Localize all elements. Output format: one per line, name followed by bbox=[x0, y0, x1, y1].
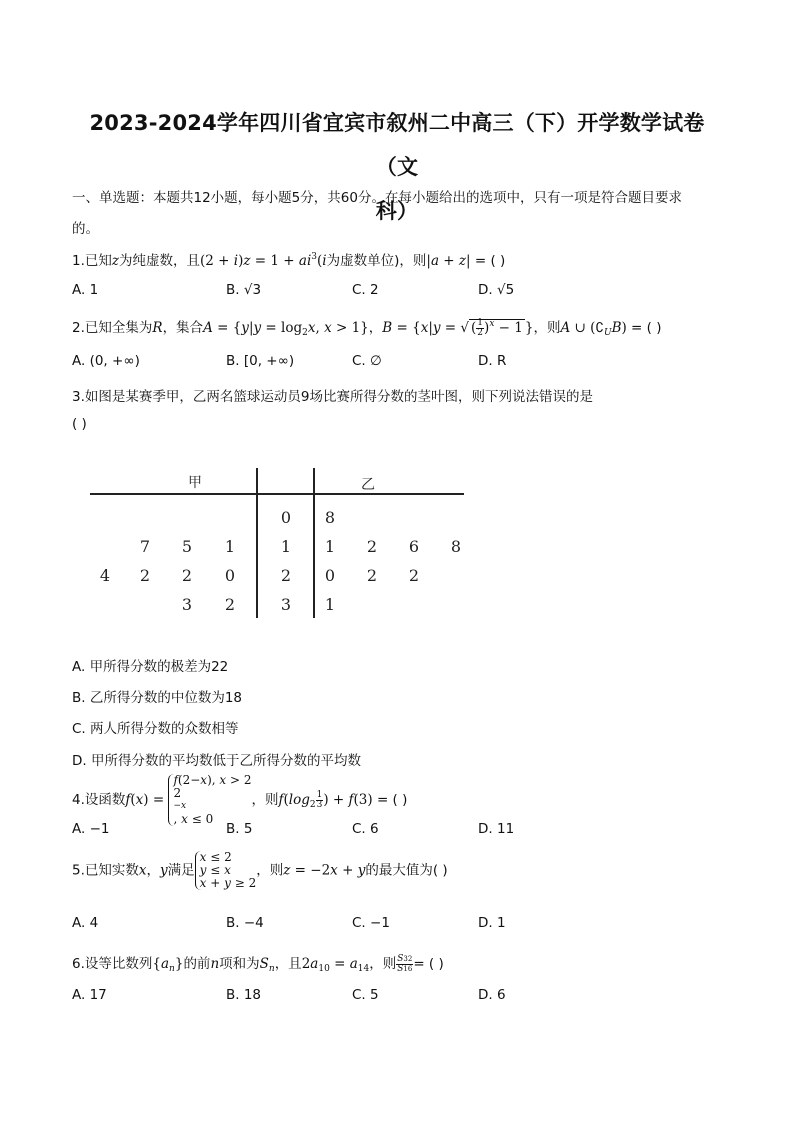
question-2-option-d[interactable]: D. R bbox=[478, 353, 507, 369]
plot-leaf-right: 6 bbox=[408, 537, 420, 556]
question-1-option-a[interactable]: A. 1 bbox=[72, 282, 99, 298]
plot-leaf-right: 2 bbox=[408, 566, 420, 585]
question-4-option-a[interactable]: A. −1 bbox=[72, 821, 110, 837]
question-5-option-c[interactable]: C. −1 bbox=[352, 915, 390, 931]
question-1-stem: 1.已知z为纯虚数，且$(2 + i)z = 1 + ai^3(i$为虚数单位)，则|a + z| = ( ) bbox=[72, 252, 506, 269]
question-3-option-a[interactable]: A. 甲所得分数的极差为22 bbox=[72, 659, 229, 675]
question-3-stem-line-2: ( ) bbox=[72, 416, 87, 432]
plot-leaf-right: 2 bbox=[366, 537, 378, 556]
title-line-1: 2023-2024学年四川省宜宾市叙州二中高三（下）开学数学试卷（文 bbox=[89, 111, 705, 179]
section-heading-line-1: 一、单选题：本题共12小题，每小题5分，共60分。在每小题给出的选项中，只有一项是符合题目要求 bbox=[72, 190, 682, 206]
question-3-option-b[interactable]: B. 乙所得分数的中位数为18 bbox=[72, 690, 243, 706]
plot-stem: 3 bbox=[280, 595, 292, 614]
question-2-option-a[interactable]: A. (0, +∞) bbox=[72, 353, 140, 369]
plot-leaf-right: 8 bbox=[450, 537, 462, 556]
question-1-option-d[interactable]: D. √5 bbox=[478, 282, 515, 298]
question-1-option-b[interactable]: B. √3 bbox=[226, 282, 262, 298]
question-3-option-d[interactable]: D. 甲所得分数的平均数低于乙所得分数的平均数 bbox=[72, 753, 361, 769]
question-5-stem: 5.已知实数x，y满足 x ≤ 2 y ≤ x x + y ≥ 2 ，则z = −2x + y的最大值为( ) bbox=[72, 850, 448, 890]
plot-leaf-right: 0 bbox=[324, 566, 336, 585]
plot-leaf-left: 7 bbox=[139, 537, 151, 556]
plot-stem: 2 bbox=[280, 566, 292, 585]
question-3-stem-line-1: 3.如图是某赛季甲，乙两名篮球运动员9场比赛所得分数的茎叶图，则下列说法错误的是 bbox=[72, 389, 593, 405]
plot-leaf-left: 2 bbox=[224, 595, 236, 614]
plot-leaf-right: 2 bbox=[366, 566, 378, 585]
question-6-option-b[interactable]: B. 18 bbox=[226, 987, 262, 1003]
plot-header-left: 甲 bbox=[188, 475, 202, 491]
question-1-option-c[interactable]: C. 2 bbox=[352, 282, 379, 298]
section-heading-line-2: 的。 bbox=[72, 221, 99, 237]
plot-leaf-left: 2 bbox=[139, 566, 151, 585]
question-3-option-c[interactable]: C. 两人所得分数的众数相等 bbox=[72, 721, 239, 737]
question-2-option-c[interactable]: C. ∅ bbox=[352, 353, 382, 369]
plot-stem: 1 bbox=[280, 537, 292, 556]
question-4-option-d[interactable]: D. 11 bbox=[478, 821, 515, 837]
plot-leaf-right: 1 bbox=[324, 537, 336, 556]
question-6-option-c[interactable]: C. 5 bbox=[352, 987, 379, 1003]
plot-leaf-left: 5 bbox=[181, 537, 193, 556]
question-4-option-b[interactable]: B. 5 bbox=[226, 821, 253, 837]
question-2-stem: 2.已知全集为R，集合$A = \{y|y = \log_2x$, x > 1}，B = {x|y = √ ( $\frac{1}{2}$ )$^x$ − 1 }，则A ∪ $(∁_UB)$ = ( ) bbox=[72, 318, 662, 338]
plot-leaf-left: 2 bbox=[181, 566, 193, 585]
exam-title bbox=[70, 101, 724, 233]
plot-stem: 0 bbox=[280, 508, 292, 527]
question-6-stem: 6.设等比数列$\{a_n\}$的前n项和为$S_n$，且$2a_{10} = a_{14}$，则 $\frac{S32}{S16}$ = ( ) bbox=[72, 953, 444, 974]
title-line-2: 科） bbox=[375, 199, 419, 223]
plot-leaf-left: 4 bbox=[99, 566, 111, 585]
question-6-option-d[interactable]: D. 6 bbox=[478, 987, 506, 1003]
question-5-option-a[interactable]: A. 4 bbox=[72, 915, 99, 931]
stem-leaf-plot bbox=[80, 462, 500, 632]
question-2-option-b[interactable]: B. [0, +∞) bbox=[226, 353, 295, 369]
question-6-option-a[interactable]: A. 17 bbox=[72, 987, 107, 1003]
question-4-stem: 4.设函数f(x) = f(2−x), x > 2 2 −x , x ≤ 0 ，则$f(\log_2$ $\frac{1}{3}$ ) + f(3) = ( ) bbox=[72, 773, 408, 826]
question-4-option-c[interactable]: C. 6 bbox=[352, 821, 379, 837]
plot-leaf-right: 1 bbox=[324, 595, 336, 614]
plot-leaf-left: 1 bbox=[224, 537, 236, 556]
question-5-option-b[interactable]: B. −4 bbox=[226, 915, 264, 931]
plot-leaf-right: 8 bbox=[324, 508, 336, 527]
question-5-option-d[interactable]: D. 1 bbox=[478, 915, 506, 931]
plot-rows bbox=[100, 508, 461, 614]
plot-header-right: 乙 bbox=[361, 477, 375, 493]
plot-leaf-left: 0 bbox=[224, 566, 236, 585]
plot-leaf-left: 3 bbox=[181, 595, 193, 614]
